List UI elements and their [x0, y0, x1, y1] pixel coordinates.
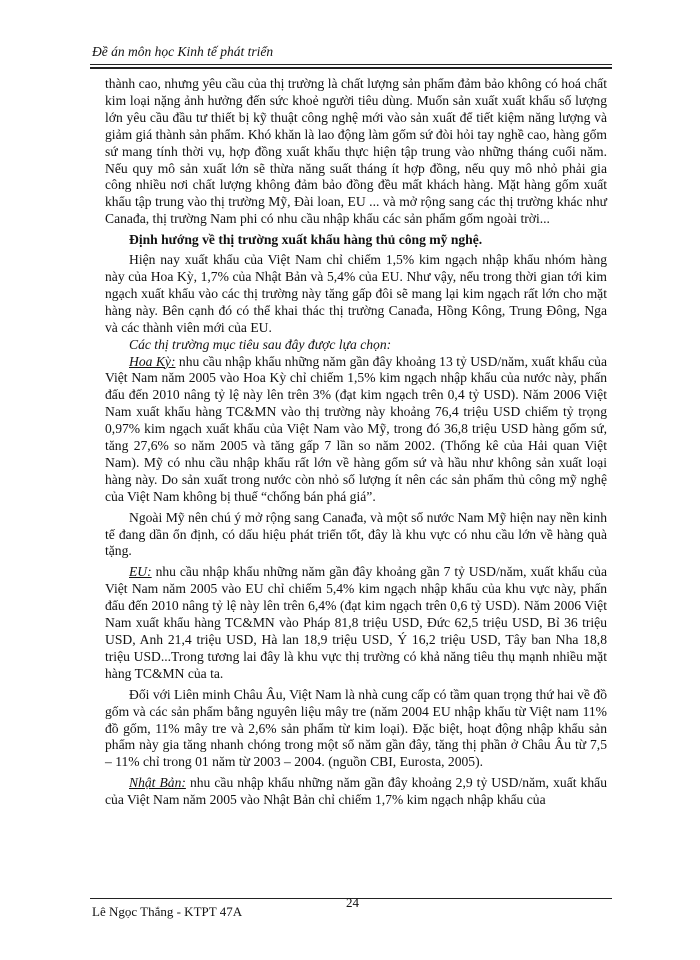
section-heading: Định hướng về thị trường xuất khẩu hàng thủ công mỹ nghệ.	[129, 232, 483, 248]
paragraph-canada: Ngoài Mỹ nên chú ý mở rộng sang Canađa, và một số nước Nam Mỹ hiện nay nền kinh tế đang dần ổn định, có dấu hiệu phát triển tốt, đây là khu vực có nhu cầu lớn về hàng quà tặng.	[105, 509, 607, 559]
page-number: 24	[346, 895, 359, 910]
lead-hoa-ky: Hoa Kỳ:	[129, 353, 176, 369]
target-markets-subheading: Các thị trường mục tiêu sau đây được lựa chọn:	[129, 336, 392, 352]
text-eu: nhu cầu nhập khẩu những năm gần đây khoảng gần 7 tỷ USD/năm, xuất khẩu của Việt Nam năm 2005 vào EU chỉ chiếm 5,4% kim ngạch nhập khẩu của khu vực này, phấn đấu đến 2010 nâng tỷ lệ này lên trên 6,4% (đạt kim ngạch trên 0,6 tỷ USD). Năm 2006 Việt Nam xuất khẩu hàng TC&MN vào Pháp 81,8 triệu USD, Đức 62,5 triệu USD, Bỉ 36 triệu USD, Anh 21,4 triệu USD, Hà lan 18,9 triệu USD, Ý 16,2 triệu USD, Tây ban Nha 18,8 triệu USD...Trong tương lai đây là khu vực thị trường có khả năng tiêu thụ mạnh nhiều mặt hàng TC&MN của ta.	[105, 564, 607, 681]
header-title: Đề án môn học Kinh tế phát triển	[92, 44, 274, 59]
document-body	[105, 76, 607, 809]
paragraph-lien-minh-chau-au: Đối với Liên minh Châu Âu, Việt Nam là nhà cung cấp có tầm quan trọng thứ hai về đồ gốm và các sản phẩm bằng nguyên liệu mây tre (năm 2004 EU nhập khẩu từ Việt nam 11% đồ gốm, 11% mây tre và 2,6% sản phẩm từ kim loại). Đặc biệt, hoạt động nhập khẩu sản phẩm này gia tăng nhanh chóng trong một số năm gần đây, tăng thị phần ở Châu Âu từ 7,5 – 11% chỉ trong 01 năm từ 2003 – 2004. (nguồn CBI, Eurosta, 2005).	[105, 686, 607, 770]
paragraph-gom-su: thành cao, nhưng yêu cầu của thị trường là chất lượng sản phẩm đảm bảo không có hoá chất kim loại nặng ảnh hưởng đến sức khoẻ người tiêu dùng. Muốn sản xuất xuất khẩu số lượng lớn yêu cầu đầu tư thiết bị kỹ thuật công nghệ mới vào sản xuất để tiết kiệm năng lượng và giảm giá thành sản phẩm. Khó khăn là lao động làm gốm sứ đòi hỏi tay nghề cao, hàng gốm sứ mang tính thời vụ, hợp đồng xuất khẩu thực hiện tập trung vào những tháng cuối năm. Nếu quy mô sản xuất lớn sẽ thừa năng suất tháng ít hợp đồng, nếu quy mô nhỏ phải gia công nhiều nơi chất lượng không đảm bảo đồng đều mất khách hàng. Mặt hàng gốm xuất khẩu tập trung vào thị trường Mỹ, Đài loan, EU ... và mở rộng sang các thị trường khác như Canađa, thị trường Nam phi có nhu cầu nhập khẩu các sản phẩm gốm ngoài trời...	[105, 76, 607, 227]
header-rule-thick	[90, 67, 612, 69]
paragraph-market-share: Hiện nay xuất khẩu của Việt Nam chỉ chiếm 1,5% kim ngạch nhập khẩu nhóm hàng này của Hoa Kỳ, 1,7% của Nhật Bản và 5,4% của EU. Như vậy, nếu trong thời gian tới kim ngạch xuất khẩu vào các thị trường này tăng gấp đôi sẽ mang lại kim ngạch rất lớn cho mặt hàng này. Bên cạnh đó có thể khai thác thị trường Canađa, Hồng Kông, Trung Đông, Nga và các thành viên mới của EU.	[105, 252, 607, 335]
footer-author: Lê Ngọc Thắng - KTPT 47A	[92, 904, 243, 919]
text-hoa-ky: nhu cầu nhập khẩu những năm gần đây khoảng 13 tỷ USD/năm, xuất khẩu của Việt Nam năm 2005 vào Hoa Kỳ chỉ chiếm 1,5% kim ngạch nhập khẩu của nước này, phấn đấu đến 2010 nâng tỷ lệ này lên trên 3% (đạt kim ngạch trên 0,4 tỷ USD). Năm 2006 Việt Nam xuất khẩu hàng TC&MN vào thị trường này khoảng 76,4 triệu USD chiếm tỷ trọng 0,97% kim ngạch xuất khẩu của Việt Nam vào Mỹ, trong đó 36,8 triệu USD hàng gốm sứ, tăng 27,6% so năm 2005 và tăng gấp 7 lần so năm 2002. (Thống kê của Hải quan Việt Nam). Mỹ có nhu cầu nhập khẩu rất lớn về hàng gốm sứ và hầu như không sản xuất loại hàng này. Do sản xuất trong nước còn nhỏ số lượng ít nên các sản phẩm thủ công mỹ nghệ của Việt Nam không bị thuế “chống bán phá giá”.	[105, 353, 608, 504]
header-rule	[90, 64, 612, 65]
paragraph-hoa-ky	[105, 354, 607, 506]
paragraph-eu	[105, 564, 607, 682]
paragraph-nhat-ban	[105, 775, 607, 809]
lead-eu: EU:	[129, 564, 152, 580]
text-nhat-ban: nhu cầu nhập khẩu những năm gần đây khoảng 2,9 tỷ USD/năm, xuất khẩu của Việt Nam năm 2005 vào Nhật Bản chỉ chiếm 1,7% kim ngạch nhập khẩu của	[105, 775, 607, 808]
lead-nhat-ban: Nhật Bản:	[129, 775, 186, 791]
